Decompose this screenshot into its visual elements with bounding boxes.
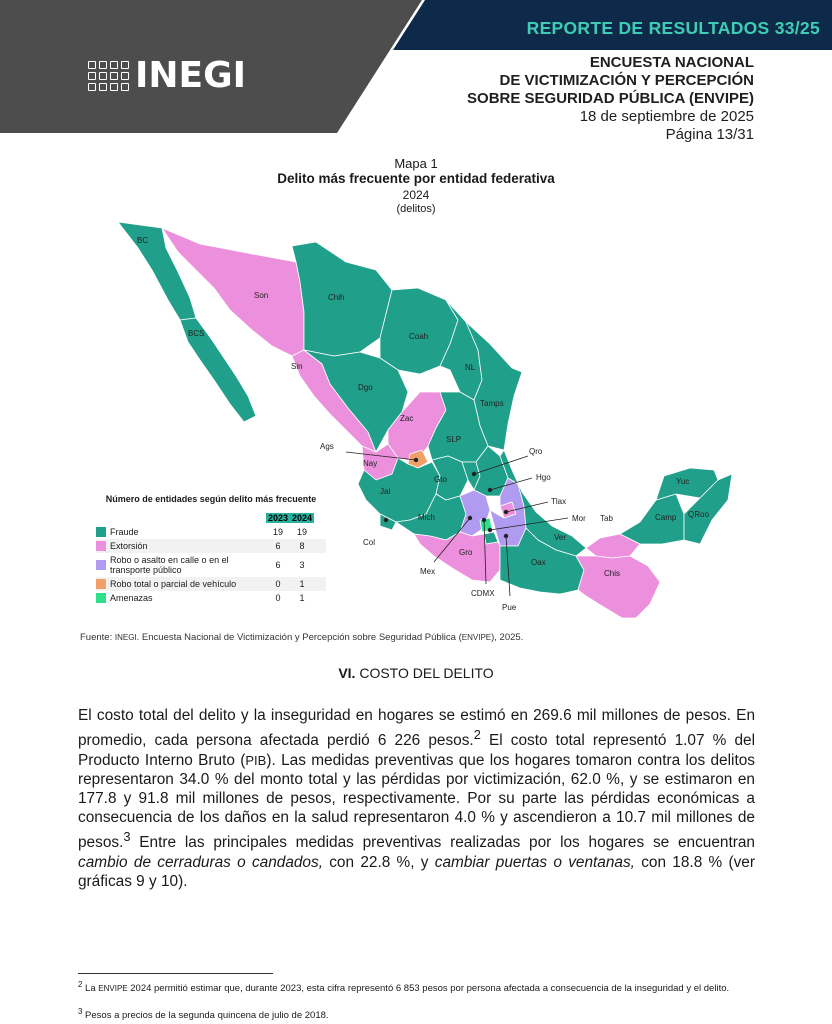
pointer-dot-hgo [488, 488, 492, 492]
label-oax: Oax [531, 558, 546, 567]
footnote-ref-2: 2 [473, 727, 481, 743]
footnote-divider [78, 973, 273, 974]
map-source: Fuente: INEGI. Encuesta Nacional de Victimización y Percepción sobre Seguridad Pública (ENVIPE), 2025. [80, 632, 524, 643]
label-ver: Ver [554, 533, 567, 542]
label-slp: SLP [446, 435, 462, 444]
label-col: Col [363, 538, 376, 547]
pointer-dot-ags [414, 458, 418, 462]
label-coah: Coah [409, 332, 429, 341]
label-dgo: Dgo [358, 383, 373, 392]
legend-value-2023: 19 [272, 527, 283, 537]
legend-label: Robo total o parcial de vehículo [110, 579, 237, 589]
label-yuc: Yuc [676, 477, 690, 486]
section-title [0, 665, 832, 681]
inegi-logo [88, 55, 246, 96]
label-ags: Ags [320, 442, 334, 451]
pointer-dot-cdmx [482, 518, 486, 522]
legend-swatch-extorsion [96, 541, 106, 551]
page-number: Página 13/31 [665, 126, 754, 143]
label-mex: Mex [420, 567, 436, 576]
legend-label: Robo o asalto en calle o en el transporte público [110, 555, 229, 575]
pointer-dot-mex [468, 516, 472, 520]
legend-swatch-fraude [96, 527, 106, 537]
label-gto: Gto [434, 475, 447, 484]
legend-year-2023: 2023 [267, 513, 289, 523]
pointer-dot-pue [504, 534, 508, 538]
map-unit: (delitos) [396, 203, 436, 215]
map-legend [96, 494, 326, 605]
label-chis: Chis [604, 569, 621, 578]
legend-label: Extorsión [110, 541, 148, 551]
label-mor: Mor [572, 514, 586, 523]
legend-swatch-amenazas [96, 593, 106, 603]
legend-value-2023: 6 [275, 560, 281, 570]
label-hgo: Hgo [536, 473, 551, 482]
label-qro: Qro [529, 447, 543, 456]
legend-value-2024: 3 [299, 560, 305, 570]
release-date: 18 de septiembre de 2025 [579, 108, 754, 125]
section-number: VI. [338, 665, 356, 681]
label-gro: Gro [459, 548, 473, 557]
state-bc [118, 222, 196, 320]
legend-label: Fraude [110, 527, 139, 537]
map-label: Mapa 1 [394, 156, 438, 171]
label-bcs: BCS [188, 329, 205, 338]
legend-value-2024: 1 [299, 579, 305, 589]
pointer-dot-col [384, 518, 388, 522]
label-nl: NL [465, 363, 476, 372]
pointer-dot-qro [472, 472, 476, 476]
survey-header [467, 54, 754, 144]
label-nay: Nay [363, 459, 378, 468]
pointer-dot-tlax [504, 510, 508, 514]
footnote-3: $^3$ Pesos a precios de la segunda quincena de julio de 2018. [78, 1007, 329, 1022]
pointer-dot-mor [488, 528, 492, 532]
label-bc: BC [137, 236, 149, 245]
legend-row-amenazas [96, 591, 326, 605]
legend-value-2023: 0 [275, 579, 281, 589]
label-chih: Chih [328, 293, 345, 302]
label-camp: Camp [655, 513, 677, 522]
label-tlax: Tlax [551, 497, 567, 506]
label-mich: Mich [418, 513, 435, 522]
legend-year-2024: 2024 [291, 513, 313, 523]
inegi-logo-mark-icon [88, 61, 129, 91]
section-title-text: COSTO DEL DELITO [355, 665, 494, 681]
footnote-ref-3: 3 [123, 829, 131, 845]
legend-value-2024: 1 [299, 593, 305, 603]
map-year: 2024 [402, 188, 430, 202]
survey-name-line1: ENCUESTA NACIONAL [589, 54, 754, 71]
label-tamps: Tamps [480, 399, 504, 408]
label-zac: Zac [400, 414, 414, 423]
legend-row-extorsion [96, 539, 326, 553]
legend-label: Amenazas [110, 593, 153, 603]
map-title: Delito más frecuente por entidad federativa [277, 171, 555, 186]
label-qroo: QRoo [688, 510, 709, 519]
legend-row-robo-vehiculo [96, 577, 326, 591]
legend-header-row [96, 511, 326, 525]
legend-value-2024: 8 [299, 541, 305, 551]
inegi-logo-text: INEGI [135, 55, 247, 96]
survey-name-line3: SOBRE SEGURIDAD PÚBLICA (ENVIPE) [467, 90, 754, 107]
label-pue: Pue [502, 603, 517, 612]
report-number: REPORTE DE RESULTADOS 33/25 [526, 18, 820, 38]
label-son: Son [254, 291, 269, 300]
legend-title: Número de entidades según delito más frecuente [105, 494, 317, 504]
legend-row-robo-calle [96, 553, 326, 577]
legend-value-2024: 19 [296, 527, 307, 537]
legend-row-fraude [96, 525, 326, 539]
footnote-2: $^2$ La ENVIPE 2024 permitió estimar que, durante 2023, esta cifra representó 6 853 pesos por persona afectada a consecuencia de la inseguridad y el delito. [78, 980, 730, 995]
label-jal: Jal [380, 487, 391, 496]
label-tab: Tab [600, 514, 613, 523]
legend-swatch-robo-calle [96, 560, 106, 570]
state-chis [576, 556, 660, 618]
body-paragraph: El costo total del delito y la inseguridad en hogares se estimó en 269.6 mil millones de pesos. En promedio, cada persona afectada perdió 6 226 pesos.$^2$ El costo total representó 1.07 % del Producto Interno Bruto (PIB). Las medidas preventivas que los hogares tomaron contra los delitos representaron 34.0 % del monto total y las pérdidas por victimización, 62.0 %, y se estimaron en 177.8 y 91.8 mil millones de pesos, respectivamente. Por su parte las pérdidas económicas a consecuencia de los daños en la salud representaron 4.0 % y ascendieron a 10.7 mil millones de pesos.$^3$ Entre las principales medidas preventivas realizadas por los hogares se encuentran cambio de cerraduras o candados, con 22.8 %, y cambiar puertas o ventanas, con 18.8 % (ver gráficas 9 y 10). [78, 707, 756, 890]
survey-name-line2: DE VICTIMIZACIÓN Y PERCEPCIÓN [499, 72, 754, 89]
label-cdmx: CDMX [471, 589, 495, 598]
legend-value-2023: 0 [275, 593, 281, 603]
legend-swatch-robo-vehiculo [96, 579, 106, 589]
label-sin: Sin [291, 362, 303, 371]
legend-value-2023: 6 [275, 541, 281, 551]
